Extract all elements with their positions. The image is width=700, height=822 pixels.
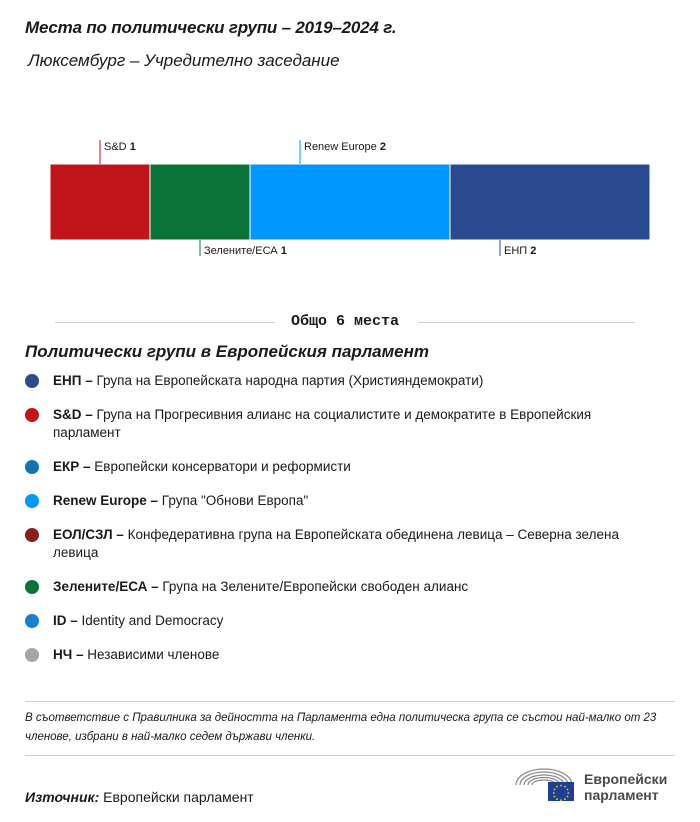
source-line bbox=[25, 789, 254, 805]
legend-dot-sd bbox=[25, 408, 39, 422]
segment-label-2: Renew Europe 2 bbox=[304, 141, 386, 153]
legend-dot-id bbox=[25, 614, 39, 628]
note-divider-bottom bbox=[25, 755, 675, 756]
legend-text: Независими членове bbox=[83, 647, 220, 662]
legend-dot-renew bbox=[25, 494, 39, 508]
ep-logo-line2: парламент bbox=[584, 787, 659, 803]
legend-dot-gue bbox=[25, 528, 39, 542]
note-divider-top bbox=[25, 701, 675, 702]
page-subtitle: Люксембург – Учредително заседание bbox=[28, 51, 340, 70]
source-text: Европейски парламент bbox=[99, 789, 254, 805]
segment-label-3: ЕНП 2 bbox=[504, 245, 537, 257]
footnote: В съответствие с Правилника за дейността на Парламента една политическа група се състои най-малко от 23 членове, избрани в най-малко седем държави членки. bbox=[25, 712, 657, 743]
legend-dot-epp bbox=[25, 374, 39, 388]
legend-text: Група на Европейската народна партия (Християндемократи) bbox=[92, 373, 484, 388]
page-title: Места по политически групи – 2019–2024 г. bbox=[25, 18, 397, 37]
legend-abbr: S&D – bbox=[53, 407, 93, 422]
legend-text: Група на Зелените/Европейски свободен алианс bbox=[158, 579, 469, 594]
seat-distribution-chart bbox=[0, 130, 700, 290]
total-seats-label: Общо 6 места bbox=[277, 313, 413, 330]
segment-label-1: Зелените/ЕСА 1 bbox=[204, 245, 287, 257]
legend-text: Конфедеративна група на Европейската обединена левица – Северна зелена левица bbox=[53, 527, 619, 560]
bar-segment-0 bbox=[50, 164, 150, 240]
legend-abbr: Renew Europe – bbox=[53, 493, 159, 508]
total-seats bbox=[55, 311, 635, 333]
bar-segment-3 bbox=[450, 164, 650, 240]
bar-segment-2 bbox=[250, 164, 450, 240]
legend-abbr: Зелените/ЕСА – bbox=[53, 579, 159, 594]
legend-abbr: ЕОЛ/СЗЛ – bbox=[53, 527, 124, 542]
legend-abbr: ID – bbox=[53, 613, 78, 628]
source-label: Източник: bbox=[25, 789, 100, 805]
european-parliament-hemicycle-flag-icon bbox=[514, 765, 574, 803]
legend-text: Група на Прогресивния алианс на социалистите и демократите в Европейския парламент bbox=[53, 407, 592, 440]
legend-abbr: НЧ – bbox=[53, 647, 84, 662]
legend-dot-greens bbox=[25, 580, 39, 594]
segment-label-0: S&D 1 bbox=[104, 141, 136, 153]
legend-abbr: ЕКР – bbox=[53, 459, 91, 474]
legend-abbr: ЕНП – bbox=[53, 373, 93, 388]
bar-segment-1 bbox=[150, 164, 250, 240]
ep-logo-wordmark bbox=[584, 771, 667, 803]
legend-text: Група "Обнови Европа" bbox=[158, 493, 309, 508]
ep-logo-line1: Европейски bbox=[584, 771, 668, 787]
legend-dot-ecr bbox=[25, 460, 39, 474]
legend-text: Identity and Democracy bbox=[77, 613, 224, 628]
legend-text: Европейски консерватори и реформисти bbox=[90, 459, 351, 474]
legend-dot-ni bbox=[25, 648, 39, 662]
legend-heading: Политически групи в Европейския парламент bbox=[25, 342, 430, 361]
